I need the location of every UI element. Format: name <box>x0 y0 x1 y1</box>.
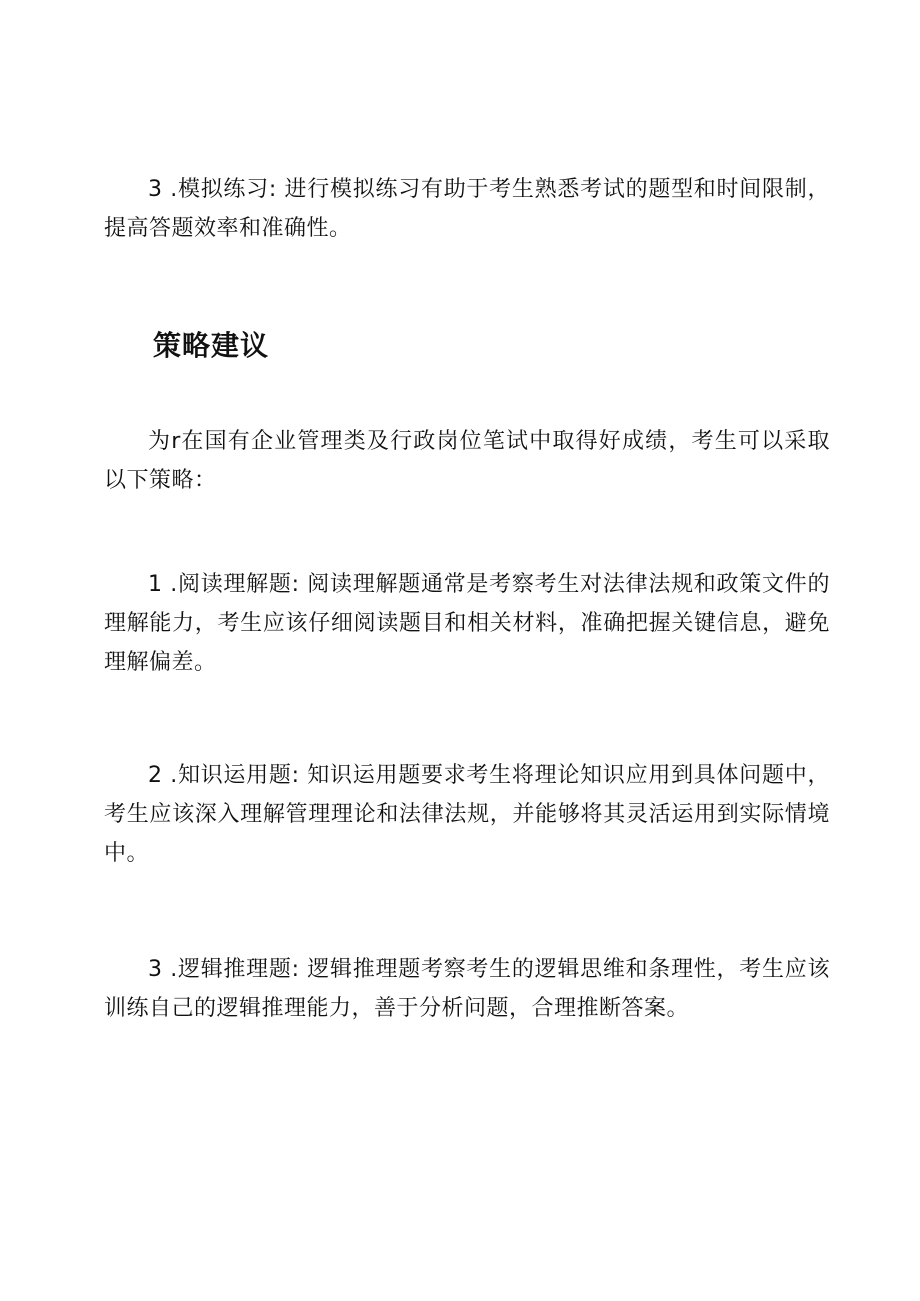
paragraph-reading-comprehension: 1 .阅读理解题: 阅读理解题通常是考察考生对法律法规和政策文件的理解能力，考生应该仔细阅读题目和相关材料，准确把握关键信息，避免理解偏差。 <box>104 572 830 675</box>
paragraph-knowledge-application: 2 .知识运用题: 知识运用题要求考生将理论知识应用到具体问题中，考生应该深入理解管理理论和法律法规，并能够将其灵活运用到实际情境中。 <box>104 763 830 866</box>
paragraph-logical-reasoning: 3 .逻辑推理题: 逻辑推理题考察考生的逻辑思维和条理性，考生应该训练自己的逻辑推理能力，善于分析问题，合理推断答案。 <box>104 957 830 1021</box>
section-heading-strategy: 策略建议 <box>153 329 270 362</box>
paragraph-mock-practice: 3 .模拟练习: 进行模拟练习有助于考生熟悉考试的题型和时间限制，提高答题效率和准确性。 <box>104 177 830 241</box>
paragraph-strategy-intro: 为r在国有企业管理类及行政岗位笔试中取得好成绩，考生可以采取以下策略： <box>104 429 830 493</box>
